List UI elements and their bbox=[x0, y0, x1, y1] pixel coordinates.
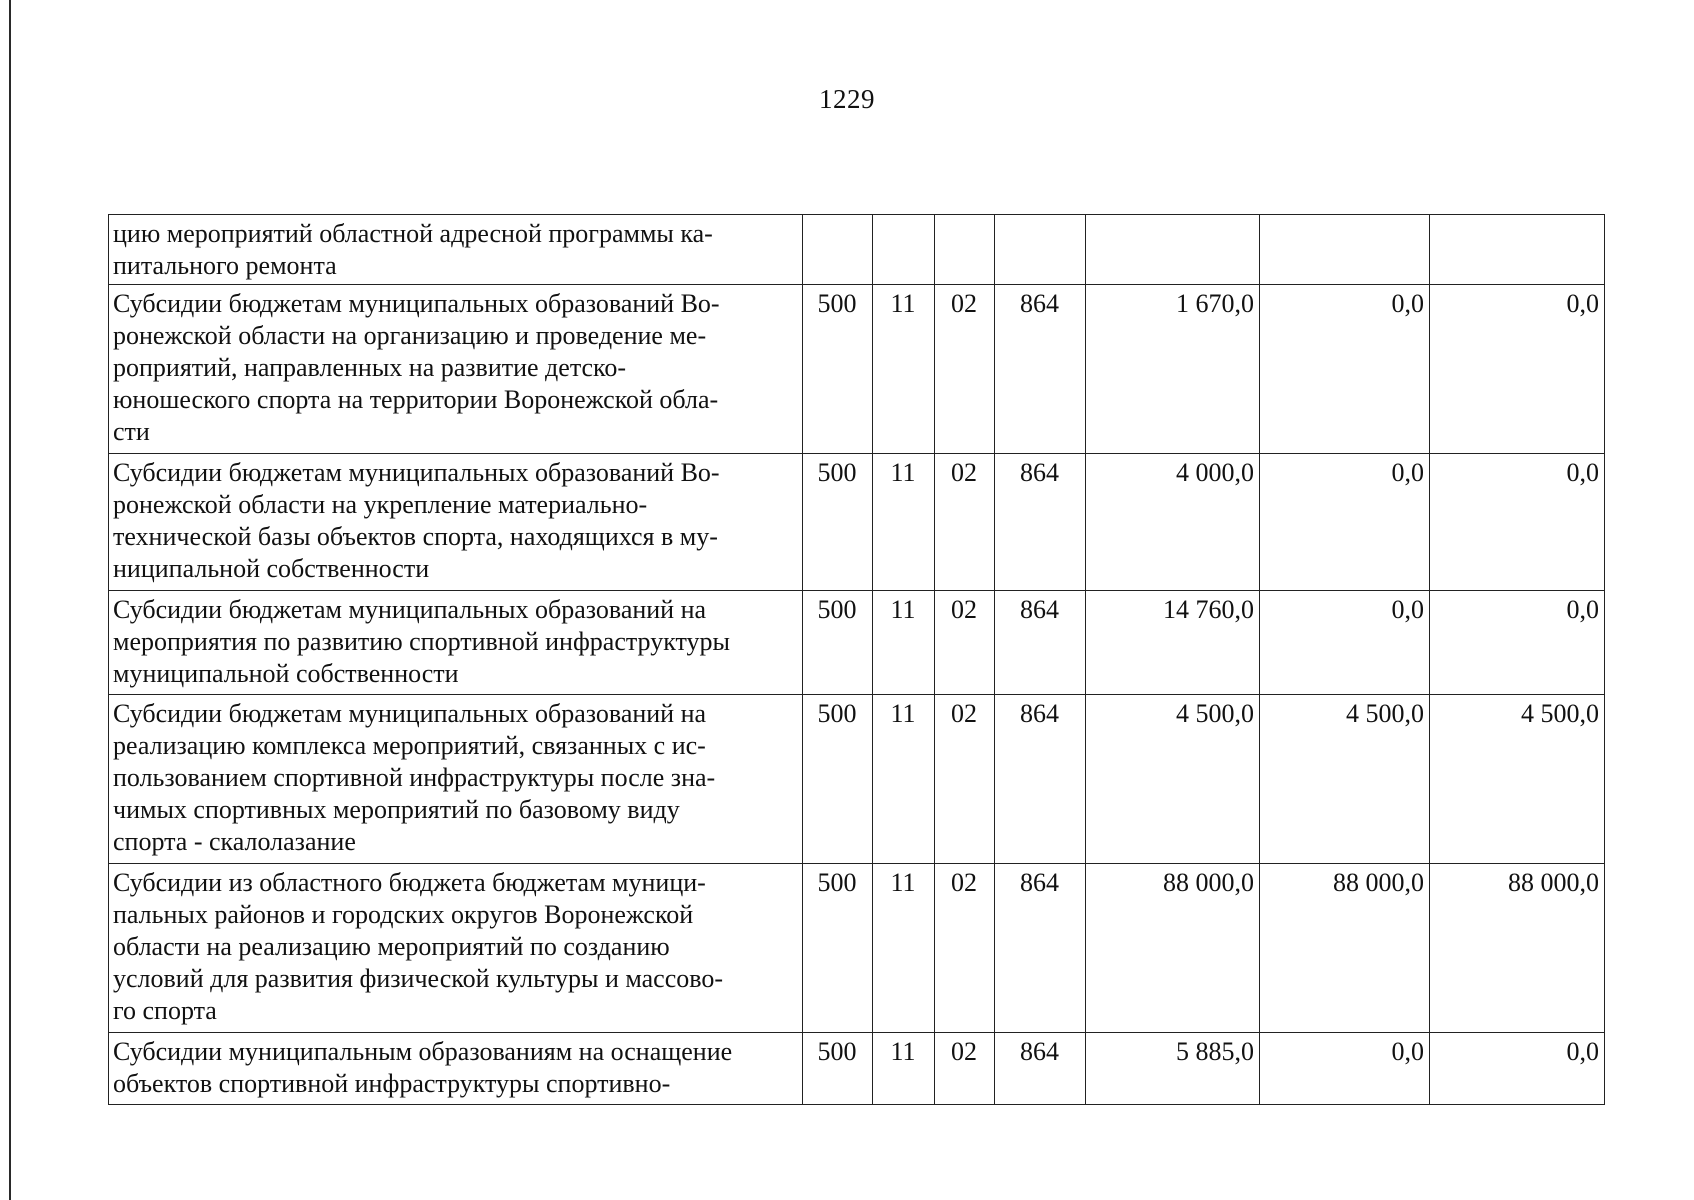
table-row bbox=[109, 695, 1605, 864]
amount-year-3: 0,0 bbox=[1430, 454, 1605, 591]
row-description: Субсидии из областного бюджета бюджетам муници- пальных районов и городских округов Воронежской области на реализацию мероприятий по созданию условий для развития физической культуры и массово- го спорта bbox=[109, 864, 803, 1033]
table-body bbox=[109, 215, 1605, 1105]
code-csr: 02 bbox=[935, 864, 995, 1033]
code-csr: 02 bbox=[935, 591, 995, 695]
table-row bbox=[109, 454, 1605, 591]
page-number: 1229 bbox=[819, 84, 875, 114]
amount-year-2: 88 000,0 bbox=[1260, 864, 1430, 1033]
table-row bbox=[109, 591, 1605, 695]
amount-year-1: 1 670,0 bbox=[1086, 285, 1260, 454]
code-pr: 11 bbox=[873, 695, 935, 864]
row-description: цию мероприятий областной адресной программы ка- питального ремонта bbox=[109, 215, 803, 285]
amount-year-1: 5 885,0 bbox=[1086, 1033, 1260, 1105]
amount-year-1: 4 000,0 bbox=[1086, 454, 1260, 591]
amount-year-3: 4 500,0 bbox=[1430, 695, 1605, 864]
code-csr: 02 bbox=[935, 1033, 995, 1105]
amount-year-1: 88 000,0 bbox=[1086, 864, 1260, 1033]
code-rz: 500 bbox=[803, 695, 873, 864]
row-description: Субсидии бюджетам муниципальных образований Во- ронежской области на организацию и проведение ме- роприятий, направленных на развитие детско- юношеского спорта на территории Воронежской обла- сти bbox=[109, 285, 803, 454]
amount-year-3: 0,0 bbox=[1430, 285, 1605, 454]
code-rz: 500 bbox=[803, 285, 873, 454]
amount-year-2: 0,0 bbox=[1260, 285, 1430, 454]
code-pr: 11 bbox=[873, 864, 935, 1033]
code-vr: 864 bbox=[995, 285, 1086, 454]
amount-year-2 bbox=[1260, 215, 1430, 285]
amount-year-3: 88 000,0 bbox=[1430, 864, 1605, 1033]
amount-year-3: 0,0 bbox=[1430, 1033, 1605, 1105]
code-rz: 500 bbox=[803, 864, 873, 1033]
code-pr: 11 bbox=[873, 454, 935, 591]
amount-year-3 bbox=[1430, 215, 1605, 285]
amount-year-1: 14 760,0 bbox=[1086, 591, 1260, 695]
code-rz: 500 bbox=[803, 454, 873, 591]
amount-year-2: 4 500,0 bbox=[1260, 695, 1430, 864]
code-pr: 11 bbox=[873, 591, 935, 695]
row-description: Субсидии бюджетам муниципальных образований на реализацию комплекса мероприятий, связанных с ис- пользованием спортивной инфраструктуры после зна- чимых спортивных мероприятий по базовому виду спорта - скалолазание bbox=[109, 695, 803, 864]
table-row bbox=[109, 215, 1605, 285]
row-description: Субсидии муниципальным образованиям на оснащение объектов спортивной инфраструктуры спортивно- bbox=[109, 1033, 803, 1105]
amount-year-2: 0,0 bbox=[1260, 1033, 1430, 1105]
row-description: Субсидии бюджетам муниципальных образований на мероприятия по развитию спортивной инфраструктуры муниципальной собственности bbox=[109, 591, 803, 695]
table-row bbox=[109, 1033, 1605, 1105]
code-csr: 02 bbox=[935, 695, 995, 864]
amount-year-3: 0,0 bbox=[1430, 591, 1605, 695]
code-csr bbox=[935, 215, 995, 285]
amount-year-1: 4 500,0 bbox=[1086, 695, 1260, 864]
code-csr: 02 bbox=[935, 454, 995, 591]
code-vr bbox=[995, 215, 1086, 285]
code-pr: 11 bbox=[873, 1033, 935, 1105]
code-vr: 864 bbox=[995, 695, 1086, 864]
amount-year-2: 0,0 bbox=[1260, 591, 1430, 695]
code-rz bbox=[803, 215, 873, 285]
code-vr: 864 bbox=[995, 1033, 1086, 1105]
scan-edge-line bbox=[9, 0, 11, 1200]
code-pr: 11 bbox=[873, 285, 935, 454]
table-row bbox=[109, 864, 1605, 1033]
code-csr: 02 bbox=[935, 285, 995, 454]
table-row bbox=[109, 285, 1605, 454]
code-vr: 864 bbox=[995, 454, 1086, 591]
code-vr: 864 bbox=[995, 864, 1086, 1033]
code-rz: 500 bbox=[803, 1033, 873, 1105]
amount-year-1 bbox=[1086, 215, 1260, 285]
code-rz: 500 bbox=[803, 591, 873, 695]
code-pr bbox=[873, 215, 935, 285]
code-vr: 864 bbox=[995, 591, 1086, 695]
amount-year-2: 0,0 bbox=[1260, 454, 1430, 591]
budget-table bbox=[108, 214, 1605, 1105]
row-description: Субсидии бюджетам муниципальных образований Во- ронежской области на укрепление материально- технической базы объектов спорта, находящихся в му- ниципальной собственности bbox=[109, 454, 803, 591]
